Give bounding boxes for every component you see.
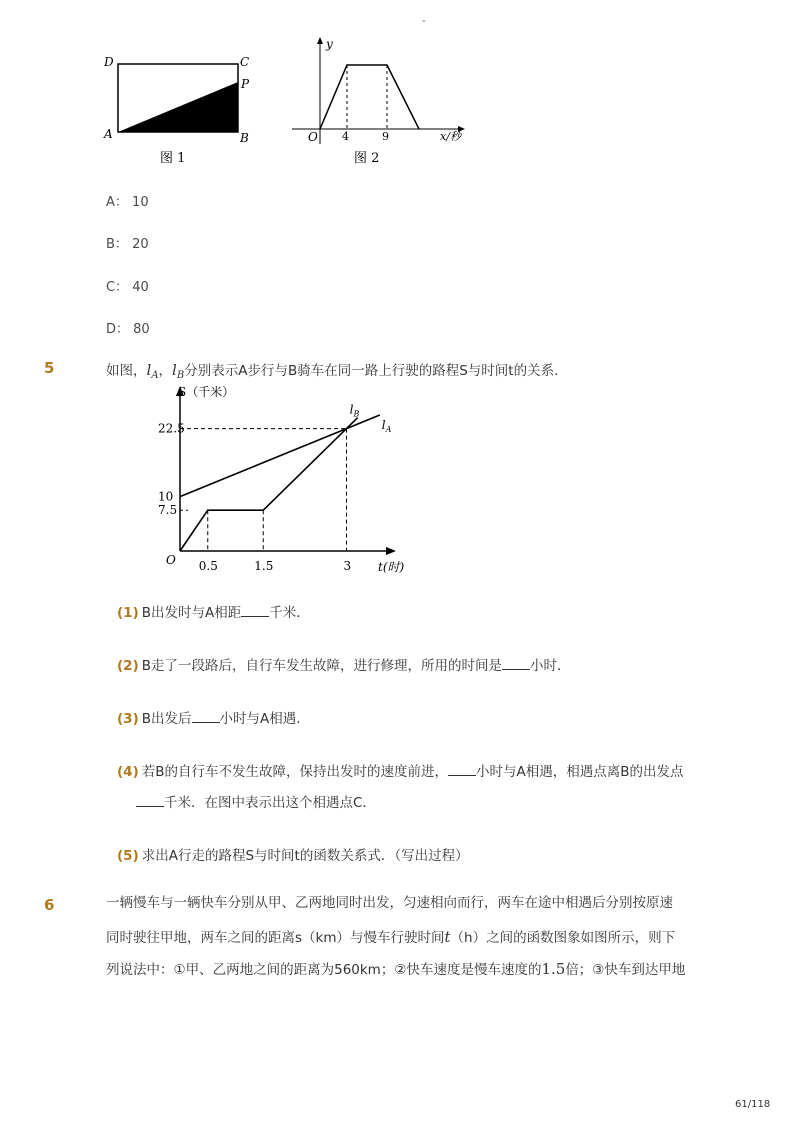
figure-2	[290, 34, 475, 174]
y-tick-label: 7.5	[158, 503, 178, 518]
answer-blank[interactable]	[502, 657, 530, 670]
question-5-number: 5	[44, 359, 55, 377]
y-axis-label: S（千米）	[178, 385, 235, 399]
label-p: P	[241, 77, 250, 91]
series-line-l-a	[180, 415, 380, 497]
label-b: B	[240, 131, 249, 145]
option-a[interactable]: A： 10	[106, 195, 149, 210]
sub-question-4-line-2: 千米．在图中表示出这个相遇点C．	[136, 791, 376, 811]
option-d[interactable]: D： 80	[106, 322, 150, 337]
trapezoid-line	[320, 65, 419, 129]
question-5-text: 如图，$l_A$，$l_B$分别表示A步行与B骑车在同一路上行驶的路程S与时间t的关系．	[106, 361, 568, 381]
series-label-l-a: $l_A$	[381, 418, 392, 434]
x-label: x/秒	[440, 130, 461, 143]
answer-blank[interactable]	[448, 763, 476, 776]
tick-4: 4	[342, 130, 349, 143]
origin-label: O	[308, 130, 318, 144]
figure-1	[100, 50, 260, 175]
option-b[interactable]: B： 20	[106, 237, 149, 252]
tick-9: 9	[382, 130, 389, 143]
sub-question-2: (2) B走了一段路后，自行车发生故障，进行修理，所用的时间是 小时．	[117, 658, 571, 674]
q5-chart	[160, 378, 420, 578]
label-a: A	[104, 127, 113, 141]
x-axis-arrow	[386, 547, 396, 555]
question-6-number: 6	[44, 896, 55, 914]
label-c: C	[240, 55, 250, 69]
series-line-l-b	[180, 418, 358, 551]
x-axis-label: t(时)	[378, 560, 405, 574]
series-label-l-b: $l_B$	[349, 402, 360, 419]
x-tick-label: 0.5	[198, 559, 218, 573]
y-tick-label: 10	[158, 489, 174, 504]
question-6-line-3: 列说法中：①甲、乙两地之间的距离为560km；②快车速度是慢车速度的1.5倍；③快车到达甲地	[106, 960, 686, 978]
answer-blank[interactable]	[241, 604, 269, 617]
label-d: D	[104, 55, 114, 69]
answer-blank[interactable]	[136, 794, 164, 807]
y-tick-label: 22.5	[158, 421, 185, 436]
sub-question-1: (1) B出发时与A相距 千米．	[117, 605, 310, 621]
top-mark: -	[422, 16, 426, 27]
page-number: 61/118	[735, 1099, 771, 1110]
shaded-triangle	[118, 82, 238, 132]
sub-question-4: (4) 若B的自行车不发生故障，保持出发时的速度前进， 小时与A相遇，相遇点离B的出发点	[117, 764, 684, 780]
figure-2-caption: 图 2	[354, 151, 380, 166]
question-6-line-2: 同时驶往甲地，两车之间的距离s（km）与慢车行驶时间t（h）之间的函数图象如图所示，则下	[106, 928, 676, 946]
x-tick-label: 1.5	[254, 559, 274, 573]
origin-label: O	[166, 553, 176, 567]
figure-1-caption: 图 1	[160, 151, 186, 166]
sub-question-3: (3) B出发后 小时与A相遇．	[117, 711, 310, 727]
question-6-line-1: 一辆慢车与一辆快车分别从甲、乙两地同时出发，匀速相向而行，两车在途中相遇后分别按原速	[106, 895, 673, 911]
option-c[interactable]: C： 40	[106, 280, 149, 295]
y-label: y	[326, 37, 333, 51]
x-tick-label: 3	[343, 559, 352, 573]
sub-question-5: (5) 求出A行走的路程S与时间t的函数关系式．（写出过程）	[117, 848, 469, 864]
answer-blank[interactable]	[192, 710, 220, 723]
